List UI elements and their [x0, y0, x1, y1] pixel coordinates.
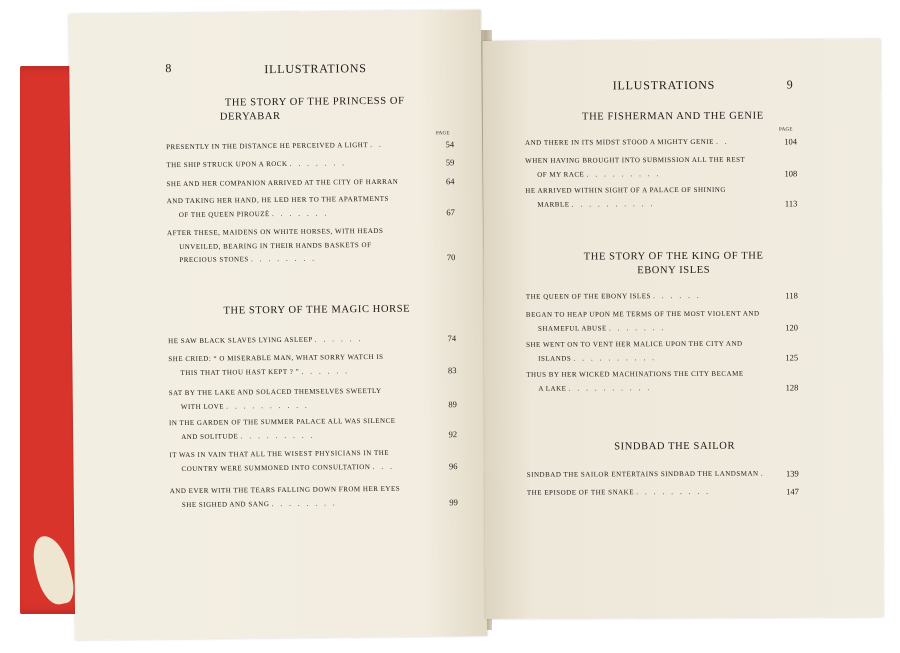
right-page [482, 39, 883, 619]
toc-entry[interactable]: BEGAN TO HEAP UPON ME TERMS OF THE MOST VIOLENT AND SHAMEFUL ABUSE ....... 120 [525, 309, 799, 333]
toc-entry[interactable]: AND TAKING HER HAND, HE LED HER TO THE APARTMENTS OF THE QUEEN PIROUZÈ ....... 67 [166, 194, 455, 219]
toc-entry[interactable]: WHEN HAVING BROUGHT INTO SUBMISSION ALL THE REST OF MY RACE ......... 108 [525, 155, 798, 179]
section-title: SINDBAD THE SAILOR [614, 440, 736, 453]
running-head: ILLUSTRATIONS [612, 77, 716, 93]
toc-entry[interactable]: SINDBAD THE SAILOR ENTERTAINS SINDBAD THE LANDSMAN . 139 [526, 468, 799, 479]
page-column-header: PAGE [778, 127, 793, 133]
toc-entry[interactable]: AFTER THESE, MAIDENS ON WHITE HORSES, WITH HEADS UNVEILED, BEARING IN THEIR HANDS BASKETS OF PRECIOUS STONES ........ 70 [166, 226, 456, 265]
page-column-header: PAGE [435, 131, 450, 137]
section-title: THE STORY OF THE KING OF THE EBONY ISLES [583, 250, 764, 277]
toc-entry[interactable]: THE SHIP STRUCK UPON A ROCK ....... 59 [166, 157, 455, 170]
section-title: THE STORY OF THE PRINCESS OF DERYABAR [219, 95, 405, 123]
page-number: 9 [786, 77, 793, 92]
toc-entry[interactable]: SHE AND HER COMPANION ARRIVED AT THE CITY OF HARRAN 64 [166, 176, 455, 189]
left-page [69, 10, 488, 640]
toc-entry[interactable]: HE ARRIVED WITHIN SIGHT OF A PALACE OF SHINING MARBLE .......... 113 [525, 185, 798, 209]
toc-entry[interactable]: AND THERE IN ITS MIDST STOOD A MIGHTY GENIE .. 104 [525, 136, 798, 147]
toc-entry[interactable]: SHE WENT ON TO VENT HER MALICE UPON THE CITY AND ISLANDS .......... 125 [526, 339, 799, 363]
toc-entry[interactable]: HE SAW BLACK SLAVES LYING ASLEEP ...... 74 [168, 333, 457, 346]
toc-entry[interactable]: IT WAS IN VAIN THAT ALL THE WISEST PHYSICIANS IN THE COUNTRY WERE SUMMONED INTO CONSULTATION ... 96 [169, 448, 458, 473]
toc-entry[interactable]: THUS BY HER WICKED MACHINATIONS THE CITY BECAME A LAKE .......... 128 [526, 369, 799, 393]
toc-entry[interactable]: SHE CRIED: “ O MISERABLE MAN, WHAT SORRY WATCH IS THIS THAT THOU HAST KEPT ? ” ...... 83 [168, 352, 457, 377]
section-title: THE STORY OF THE MAGIC HORSE [223, 303, 411, 317]
toc-entry[interactable]: IN THE GARDEN OF THE SUMMER PALACE ALL WAS SILENCE AND SOLITUDE ......... 92 [168, 416, 458, 441]
section-title: THE FISHERMAN AND THE GENIE [582, 110, 764, 123]
toc-entry[interactable]: PRESENTLY IN THE DISTANCE HE PERCEIVED A LIGHT .. 54 [166, 139, 455, 152]
running-head: ILLUSTRATIONS [264, 61, 367, 77]
toc-entry[interactable]: SAT BY THE LAKE AND SOLACED THEMSELVES SWEETLY WITH LOVE .......... 89 [168, 386, 457, 411]
toc-entry[interactable]: THE EPISODE OF THE SNAKE ......... 147 [526, 486, 799, 497]
toc-entry[interactable]: THE QUEEN OF THE EBONY ISLES ...... 118 [525, 290, 798, 301]
page-number: 8 [165, 61, 172, 76]
toc-entry[interactable]: AND EVER WITH THE TEARS FALLING DOWN FROM HER EYES SHE SIGHED AND SANG ........ 99 [169, 484, 458, 509]
